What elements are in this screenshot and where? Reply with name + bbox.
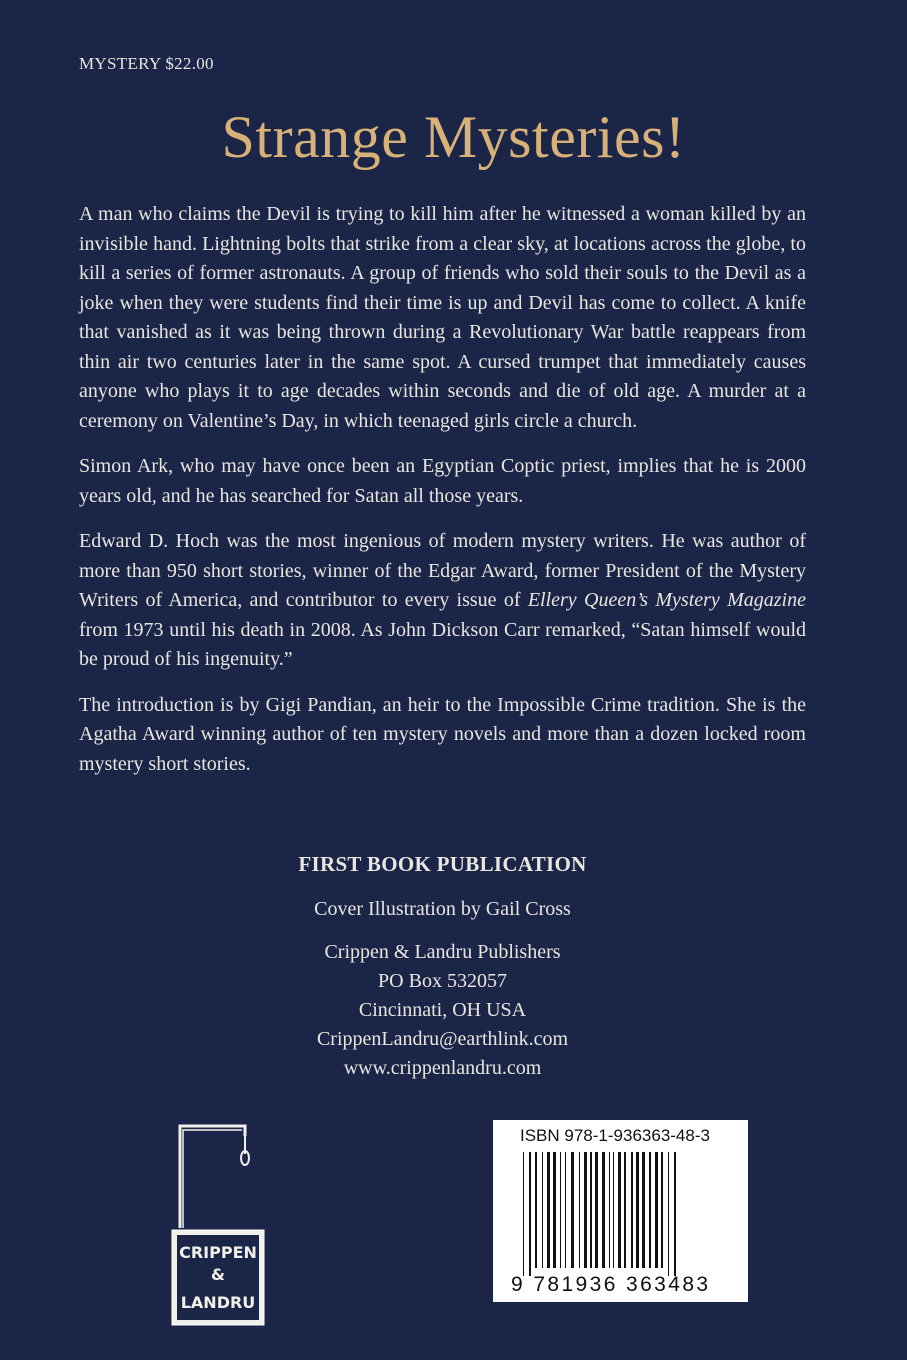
- magazine-title: Ellery Queen’s Mystery Magazine: [527, 589, 806, 611]
- barcode-bar: [642, 1152, 645, 1268]
- barcode-bar: [613, 1152, 614, 1268]
- barcode-bar: [624, 1152, 626, 1268]
- barcode-bar: [579, 1152, 580, 1268]
- publication-info: [0, 850, 885, 1083]
- barcode-bar: [668, 1152, 669, 1276]
- barcode-bar: [674, 1152, 676, 1276]
- barcode-bar: [631, 1152, 633, 1268]
- p3-text-after: from 1973 until his death in 2008. As John Dickson Carr remarked, “Satan himself would be proud of his ingenuity.”: [79, 618, 806, 670]
- blurb-paragraph-2: Simon Ark, who may have once been an Egyptian Coptic priest, implies that he is 2000 years old, and he has searched for Satan all those years.: [79, 455, 806, 507]
- email: CrippenLandru@earthlink.com: [316, 1028, 569, 1050]
- logo-line-1: CRIPPEN: [179, 1243, 257, 1262]
- po-box: PO Box 532057: [378, 970, 507, 992]
- book-title: Strange Mysteries!: [221, 104, 686, 170]
- logo-line-2: &: [211, 1265, 225, 1284]
- barcode-bar: [649, 1152, 651, 1268]
- barcode-bar: [584, 1152, 587, 1268]
- logo-line-3: LANDRU: [180, 1293, 256, 1312]
- barcode-bar: [560, 1152, 561, 1268]
- blurb-paragraph-4: The introduction is by Gigi Pandian, an heir to the Impossible Crime tradition. She is the Agatha Award winning author of ten mystery novels and more than a dozen locked room mystery short stories.: [79, 693, 806, 775]
- p3-text-before: Edward D. Hoch was the most ingenious of modern mystery writers. He was author of more than 950 short stories, winner of the Edgar Award, former President of the Mystery Writers of America, and contributor to every issue of: [79, 530, 806, 611]
- barcode-bar: [571, 1152, 574, 1268]
- barcode-bar: [547, 1152, 550, 1268]
- first-publication: FIRST BOOK PUBLICATION: [298, 852, 587, 876]
- gallows-logo-icon: [170, 1118, 270, 1328]
- cover-credit: Cover Illustration by Gail Cross: [314, 898, 571, 920]
- website: www.crippenlandru.com: [343, 1057, 542, 1079]
- barcode-bar: [636, 1152, 639, 1268]
- blurb: [79, 200, 806, 795]
- barcode-bar: [595, 1152, 598, 1268]
- publisher-name: Crippen & Landru Publishers: [324, 941, 561, 963]
- barcode-bar: [542, 1152, 543, 1268]
- blurb-paragraph-1: A man who claims the Devil is trying to kill him after he witnessed a woman killed by an invisible hand. Lightning bolts that strike from a clear sky, at locations across the globe, to kill a series of former astronauts. A group of friends who sold their souls to the Devil as a joke when they were students find their time is up and Devil has come to collect. A knife that vanished as it was being thrown during a Revolutionary War battle reappears from thin air two centuries later in the same spot. A cursed trumpet that immediately causes anyone who plays it to age decades within seconds and die of old age. A murder at a ceremony on Valentine’s Day, in which teenaged girls circle a church.: [79, 203, 806, 432]
- barcode-digits: 9 781936 363483: [511, 1273, 711, 1296]
- blurb-paragraph-3: [79, 527, 806, 675]
- barcode-bar: [602, 1152, 605, 1268]
- barcode-bar: [565, 1152, 566, 1268]
- price-line: MYSTERY $22.00: [79, 54, 214, 73]
- barcode-panel: [493, 1120, 748, 1302]
- barcode-icon: [523, 1152, 723, 1276]
- barcode-bar: [609, 1152, 610, 1268]
- city: Cincinnati, OH USA: [358, 999, 527, 1021]
- barcode-bar: [618, 1152, 621, 1268]
- barcode-bar: [529, 1152, 531, 1276]
- barcode-bar: [590, 1152, 592, 1268]
- barcode-bar: [523, 1152, 524, 1276]
- barcode-bar: [535, 1152, 537, 1268]
- barcode-bar: [553, 1152, 556, 1268]
- isbn-label: ISBN 978-1-936363-48-3: [520, 1126, 710, 1145]
- barcode-bar: [655, 1152, 658, 1268]
- barcode-bar: [661, 1152, 663, 1268]
